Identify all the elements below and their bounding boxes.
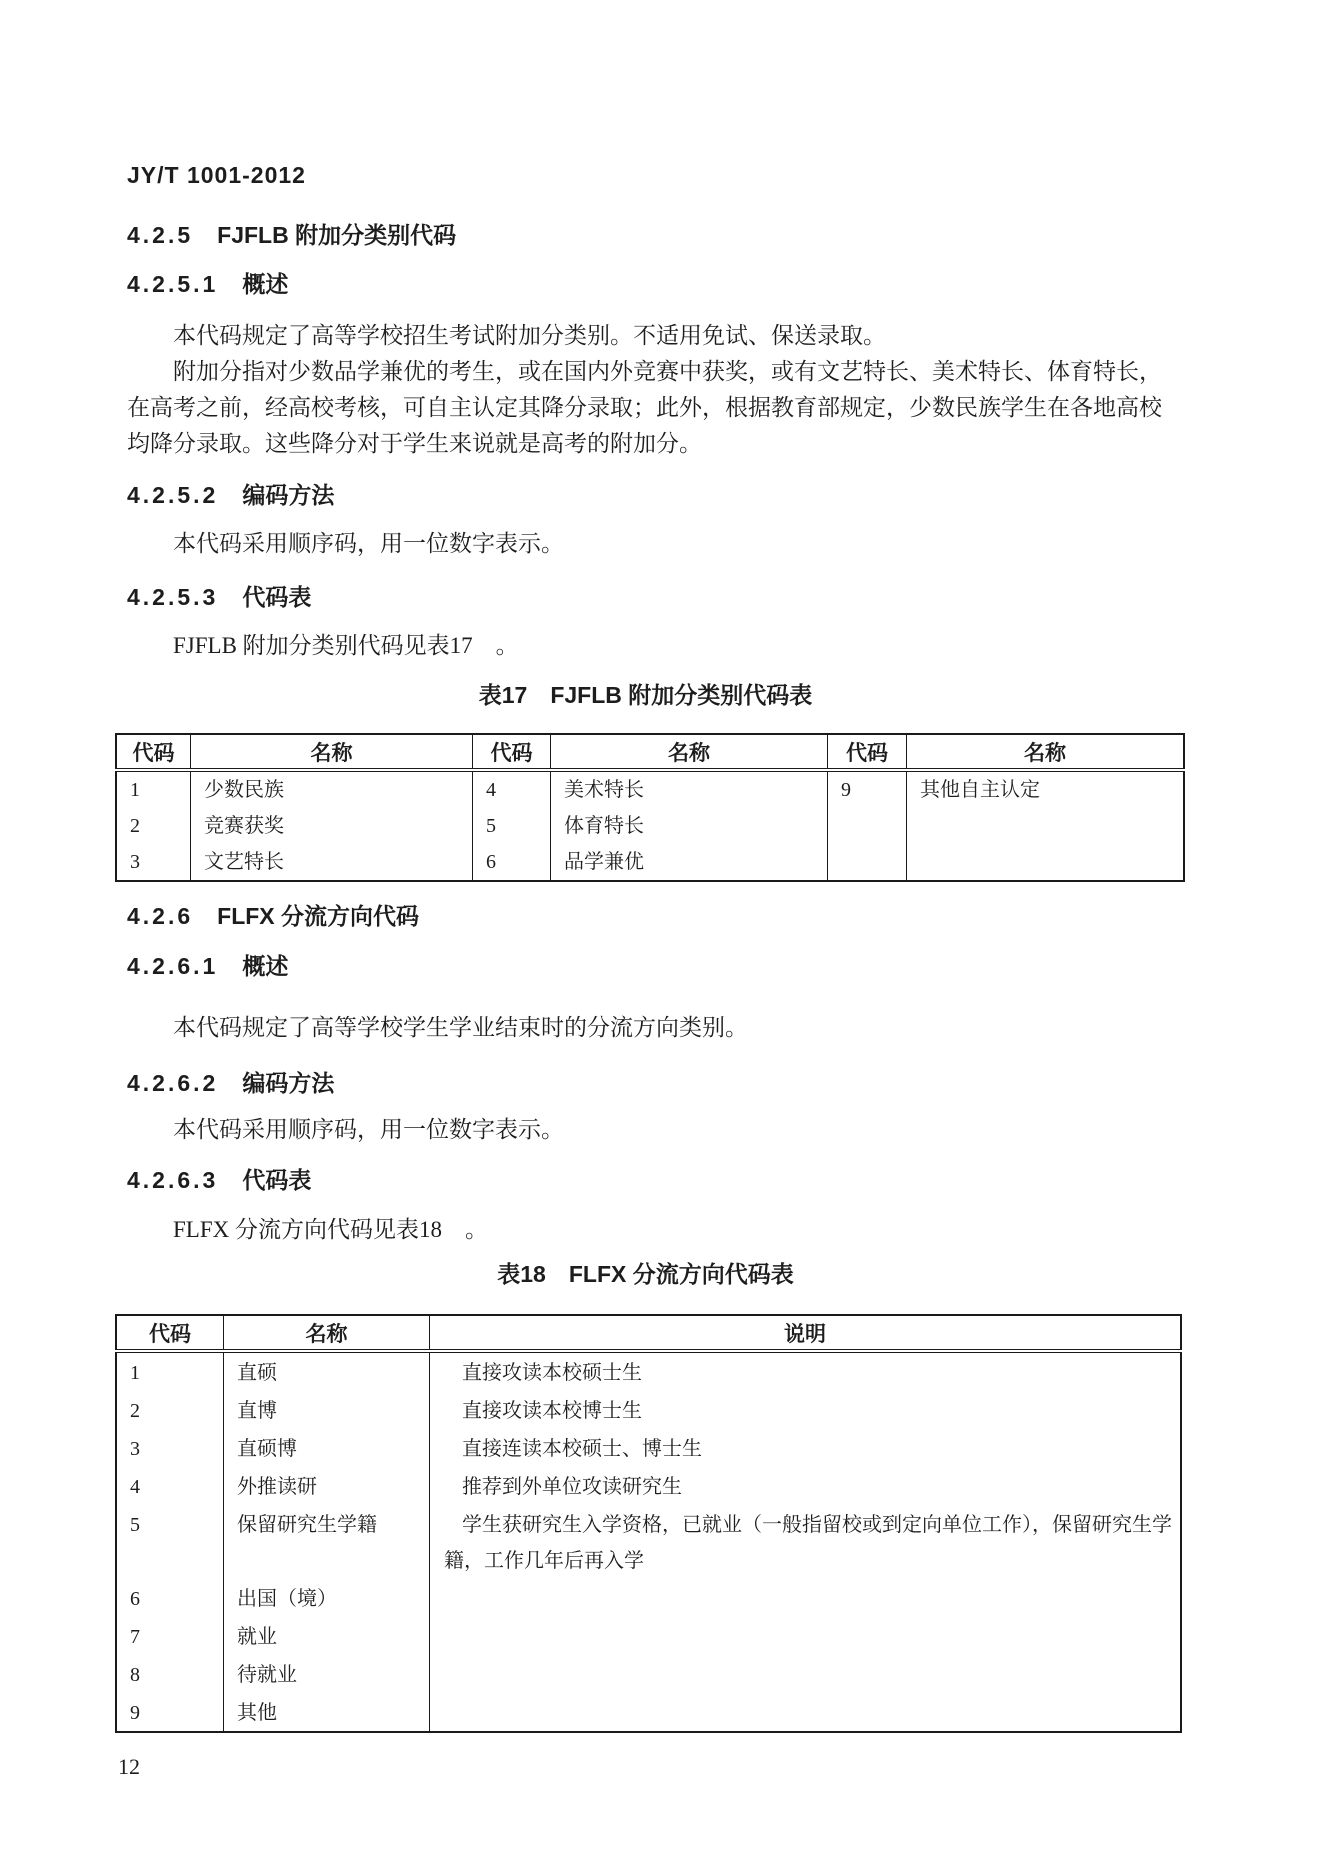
table-cell-description	[430, 1617, 1182, 1655]
table-cell-name	[907, 808, 1185, 844]
column-header-code: 代码	[116, 734, 191, 770]
paragraph-encoding-method: 本代码采用顺序码，用一位数字表示。	[173, 1117, 564, 1142]
table-row	[116, 1505, 1181, 1579]
table-cell-name: 保留研究生学籍	[224, 1505, 430, 1579]
table-row	[116, 1579, 1181, 1617]
heading-title: 概述	[242, 953, 289, 979]
table-cell-name: 就业	[224, 1617, 430, 1655]
table-row	[116, 808, 1184, 844]
heading-number: 4.2.5	[127, 222, 194, 248]
column-header-description: 说明	[430, 1315, 1182, 1351]
heading-title: FLFX 分流方向代码	[217, 903, 420, 929]
heading-title: 代码表	[242, 584, 312, 610]
heading-number: 4.2.6	[127, 903, 194, 929]
column-header-code: 代码	[828, 734, 907, 770]
column-header-name: 名称	[907, 734, 1185, 770]
table-cell-code: 5	[473, 808, 551, 844]
paragraph-see-table17: FJFLB 附加分类别代码见表17 。	[173, 633, 519, 658]
table-cell-description	[430, 1693, 1182, 1732]
table-cell-name: 其他	[224, 1693, 430, 1732]
table-cell-code: 3	[130, 851, 140, 873]
table17-caption: 表17 FJFLB 附加分类别代码表	[478, 682, 813, 708]
table-row	[116, 770, 1184, 808]
table-cell-description	[430, 1655, 1182, 1693]
table-header-row	[116, 734, 1184, 770]
table-cell-name: 外推读研	[224, 1467, 430, 1505]
table-cell-description: 学生获研究生入学资格，已就业（一般指留校或到定向单位工作），保留研究生学 籍，工作几年后再入学	[430, 1505, 1182, 1579]
heading-4-2-5	[127, 223, 1196, 247]
paragraph-scope: 本代码规定了高等学校招生考试附加分类别。不适用免试、保送录取。	[173, 323, 886, 348]
table-row	[116, 1391, 1181, 1429]
heading-title: 概述	[242, 271, 289, 297]
table-17	[115, 733, 1185, 882]
heading-4-2-6	[127, 904, 1196, 928]
table-cell-name: 直硕	[224, 1351, 430, 1391]
table-row	[116, 1429, 1181, 1467]
table-18	[115, 1314, 1182, 1733]
heading-number: 4.2.6.2	[127, 1070, 219, 1096]
heading-4-2-6-1	[127, 954, 1196, 978]
heading-number: 4.2.5.1	[127, 271, 219, 297]
table-cell-code	[828, 808, 907, 844]
paragraph-scope: 本代码规定了高等学校学生学业结束时的分流方向类别。	[173, 1015, 748, 1040]
table-cell-name: 竞赛获奖	[191, 808, 473, 844]
table-row	[116, 1617, 1181, 1655]
table-cell-name	[907, 844, 1185, 881]
table-cell-description: 直接连读本校硕士、博士生	[430, 1429, 1182, 1467]
table-cell-name: 直硕博	[224, 1429, 430, 1467]
column-header-name: 名称	[191, 734, 473, 770]
page-number: 12	[118, 1754, 140, 1779]
paragraph-encoding-method: 本代码采用顺序码，用一位数字表示。	[173, 531, 564, 556]
heading-4-2-6-3	[127, 1168, 1196, 1192]
heading-4-2-5-1	[127, 272, 1196, 296]
paragraph-see-table18: FLFX 分流方向代码见表18 。	[173, 1217, 488, 1242]
table-cell-code: 7	[130, 1626, 140, 1648]
table-row	[116, 1351, 1181, 1391]
table-cell-code: 5	[130, 1514, 140, 1536]
table-row	[116, 1655, 1181, 1693]
table-cell-name: 少数民族	[191, 770, 473, 808]
table-cell-name: 出国（境）	[224, 1579, 430, 1617]
table-cell-name: 美术特长	[551, 770, 828, 808]
table-cell-name: 体育特长	[551, 808, 828, 844]
heading-title: FJFLB 附加分类别代码	[217, 222, 457, 248]
table-cell-code	[828, 844, 907, 881]
table-cell-code: 1	[130, 779, 140, 801]
table-cell-description: 直接攻读本校博士生	[430, 1391, 1182, 1429]
column-header-code: 代码	[116, 1315, 224, 1351]
heading-4-2-5-2	[127, 483, 1196, 507]
paragraph-bonus-points: 附加分指对少数品学兼优的考生，或在国内外竞赛中获奖，或有文艺特长、美术特长、体育特长， 在高考之前，经高校考核，可自主认定其降分录取；此外，根据教育部规定，少数民族学生在各地高校 均降分录取。这些降分对于学生来说就是高考的附加分。	[127, 359, 1162, 456]
heading-number: 4.2.5.3	[127, 584, 219, 610]
table-cell-code: 6	[130, 1588, 140, 1610]
heading-title: 编码方法	[242, 482, 335, 508]
table-cell-description	[430, 1579, 1182, 1617]
table-cell-code: 2	[130, 815, 140, 837]
table-cell-code: 4	[473, 770, 551, 808]
heading-number: 4.2.6.3	[127, 1167, 219, 1193]
table-cell-name: 其他自主认定	[907, 770, 1185, 808]
table-cell-code: 4	[130, 1476, 140, 1498]
doc-code: JY/T 1001-2012	[127, 162, 306, 188]
table-cell-code: 6	[473, 844, 551, 881]
table-cell-code: 9	[130, 1702, 140, 1724]
heading-number: 4.2.6.1	[127, 953, 219, 979]
table-cell-name: 文艺特长	[191, 844, 473, 881]
column-header-code: 代码	[473, 734, 551, 770]
table-row	[116, 1693, 1181, 1732]
heading-4-2-6-2	[127, 1071, 1196, 1095]
heading-number: 4.2.5.2	[127, 482, 219, 508]
table18-caption: 表18 FLFX 分流方向代码表	[497, 1261, 794, 1287]
table-row	[116, 1467, 1181, 1505]
table-row	[116, 844, 1184, 881]
table-cell-name: 直博	[224, 1391, 430, 1429]
table-cell-code: 3	[130, 1438, 140, 1460]
table-cell-code: 2	[130, 1400, 140, 1422]
heading-title: 代码表	[242, 1167, 312, 1193]
column-header-name: 名称	[224, 1315, 430, 1351]
table-cell-name: 品学兼优	[551, 844, 828, 881]
table-header-row	[116, 1315, 1181, 1351]
heading-4-2-5-3	[127, 585, 1196, 609]
table-cell-name: 待就业	[224, 1655, 430, 1693]
table-cell-code: 1	[130, 1362, 140, 1384]
heading-title: 编码方法	[242, 1070, 335, 1096]
table-cell-code: 8	[130, 1664, 140, 1686]
table-cell-code: 9	[828, 770, 907, 808]
column-header-name: 名称	[551, 734, 828, 770]
table-cell-description: 推荐到外单位攻读研究生	[430, 1467, 1182, 1505]
table-cell-description: 直接攻读本校硕士生	[430, 1351, 1182, 1391]
